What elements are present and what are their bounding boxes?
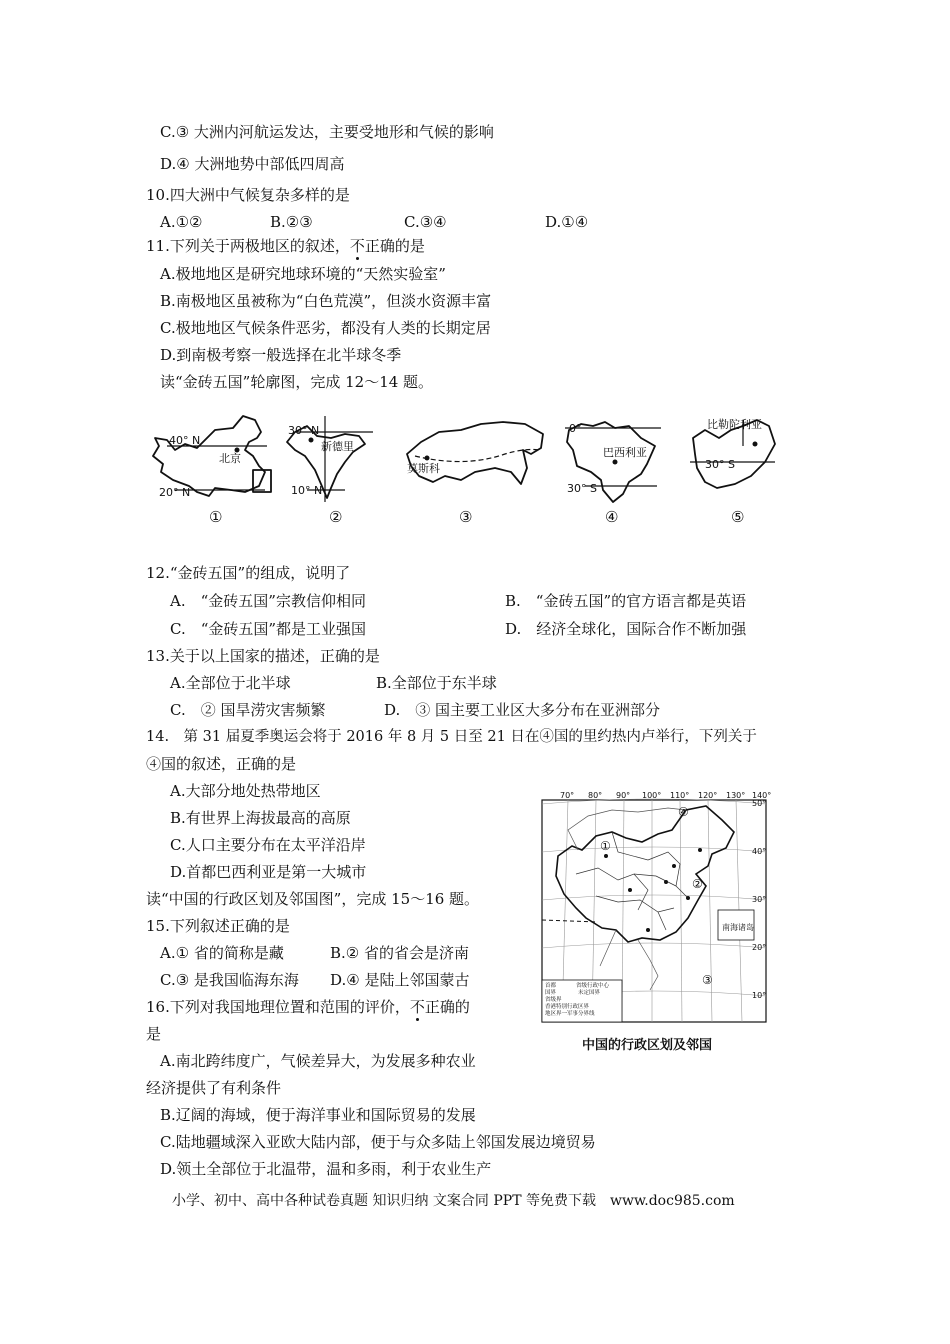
reading-prompt-brics: 读“金砖五国”轮廓图，完成 12～14 题。	[160, 373, 434, 391]
q11-option-b: B.南极地区虽被称为“白色荒漠”，但淡水资源丰富	[160, 292, 492, 310]
map-number-5: ⑤	[731, 508, 745, 526]
lat-label-40: 40°	[752, 847, 767, 856]
q14-option-c: C.人口主要分布在太平洋沿岸	[170, 836, 366, 854]
q14-stem-line2: ④国的叙述，正确的是	[146, 755, 297, 773]
q13-stem: 13.关于以上国家的描述，正确的是	[146, 647, 380, 665]
q11-emphasis: 不	[349, 237, 365, 255]
q15-stem: 15.下列叙述正确的是	[146, 917, 290, 935]
page-footer: 小学、初中、高中各种试卷真题 知识归纳 文案合同 PPT 等免费下载 www.doc985.com	[172, 1193, 735, 1209]
lon-label-80: 80°	[588, 791, 603, 800]
brasilia-label: 巴西利亚	[603, 446, 647, 459]
q10-option-c: C.③④	[404, 213, 447, 231]
legend-undefined-border: 未定国界	[578, 990, 601, 996]
new-delhi-label: 新德里	[321, 440, 354, 453]
lon-label-90: 90°	[616, 791, 631, 800]
q16-option-a-line2: 经济提供了有利条件	[146, 1079, 282, 1097]
lon-label-140: 140°	[752, 791, 772, 800]
china-lat-20-label: 20° N	[159, 486, 191, 499]
q12-stem: 12.“金砖五国”的组成，说明了	[146, 564, 351, 582]
legend-capital: 首都	[545, 983, 557, 989]
q13-option-a: A.全部位于北半球	[170, 674, 291, 692]
map-marker-1: ①	[600, 839, 611, 853]
china-admin-map	[538, 790, 774, 1026]
south-china-sea-inset-label: 南海诸岛	[722, 923, 754, 932]
q11-stem-post: 正确的是	[364, 237, 425, 255]
map-number-4: ④	[605, 508, 619, 526]
q12-option-d: D. 经济全球化，国际合作不断加强	[505, 620, 747, 638]
china-map-caption: 中国的行政区划及邻国	[582, 1038, 713, 1053]
q16-stem-post: 正确的	[424, 998, 470, 1016]
q9-option-c: C.③ 大洲内河航运发达，主要受地形和气候的影响	[160, 123, 494, 141]
china-lat-40-label: 40° N	[169, 434, 201, 447]
q10-stem: 10.四大洲中气候复杂多样的是	[146, 186, 350, 204]
q14-stem-line1: 14. 第 31 届夏季奥运会将于 2016 年 8 月 5 日至 21 日在④国的里约热内卢举行，下列关于	[146, 729, 757, 745]
q16-stem	[146, 997, 470, 1017]
india-lat-10-label: 10° N	[291, 484, 323, 497]
q11-stem	[146, 236, 425, 256]
legend-military-line: 地区界一军事分界线	[545, 1011, 595, 1017]
q12-option-a: A. “金砖五国”宗教信仰相同	[170, 592, 366, 610]
q16-option-d: D.领土全部位于北温带，温和多雨，利于农业生产	[160, 1160, 492, 1178]
map-number-1: ①	[209, 508, 223, 526]
q16-emphasis: 不	[409, 998, 425, 1016]
q15-option-d: D.④ 是陆上邻国蒙古	[330, 971, 470, 989]
q16-stem-line2: 是	[146, 1025, 162, 1043]
q16-stem-pre: 16.下列对我国地理位置和范围的评价，	[146, 998, 410, 1016]
brics-outline-maps	[145, 410, 785, 530]
sa-lat-30s-label: 30° S	[705, 458, 735, 471]
q11-option-a: A.极地地区是研究地球环境的“天然实验室”	[160, 265, 446, 283]
q13-option-c: C. ② 国旱涝灾害频繁	[170, 701, 326, 719]
q15-option-a: A.① 省的简称是藏	[160, 944, 284, 962]
lon-label-70: 70°	[560, 791, 575, 800]
lon-label-110: 110°	[670, 791, 690, 800]
q9-option-d: D.④ 大洲地势中部低四周高	[160, 155, 345, 173]
lat-label-10: 10°	[752, 991, 767, 1000]
q14-option-d: D.首都巴西利亚是第一大城市	[170, 863, 367, 881]
lon-label-130: 130°	[726, 791, 746, 800]
lat-label-30: 30°	[752, 895, 767, 904]
brazil-lat-0-label: 0°	[569, 422, 582, 435]
q11-option-c: C.极地地区气候条件恶劣，都没有人类的长期定居	[160, 319, 491, 337]
q14-option-a: A.大部分地处热带地区	[170, 782, 321, 800]
q10-option-b: B.②③	[270, 213, 313, 231]
brazil-lat-30s-label: 30° S	[567, 482, 597, 495]
q13-option-d: D. ③ 国主要工业区大多分布在亚洲部分	[384, 701, 661, 719]
map-marker-4: ④	[678, 805, 689, 819]
q15-option-b: B.② 省的省会是济南	[330, 944, 470, 962]
q12-option-b: B. “金砖五国”的官方语言都是英语	[505, 592, 747, 610]
lat-label-50: 50°	[752, 799, 767, 808]
lon-label-100: 100°	[642, 791, 662, 800]
reading-prompt-china: 读“中国的行政区划及邻国图”，完成 15～16 题。	[146, 890, 480, 908]
q16-option-c: C.陆地疆域深入亚欧大陆内部，便于与众多陆上邻国发展边境贸易	[160, 1133, 596, 1151]
q13-option-b: B.全部位于东半球	[376, 674, 497, 692]
legend-national-border: 国界	[545, 990, 557, 996]
q10-option-d: D.①④	[545, 213, 589, 231]
map-number-2: ②	[329, 508, 343, 526]
legend-hk-sar-border: 香港特别行政区界	[545, 1004, 590, 1010]
lon-label-120: 120°	[698, 791, 718, 800]
q11-option-d: D.到南极考察一般选择在北半球冬季	[160, 346, 402, 364]
q16-option-b: B.辽阔的海域，便于海洋事业和国际贸易的发展	[160, 1106, 476, 1124]
pretoria-label: 比勒陀利亚	[707, 418, 762, 431]
map-marker-2: ②	[692, 877, 703, 891]
q10-option-a: A.①②	[160, 213, 203, 231]
india-lat-30-label: 30° N	[288, 424, 320, 437]
map-number-3: ③	[459, 508, 473, 526]
q16-option-a-line1: A.南北跨纬度广，气候差异大，为发展多种农业	[160, 1052, 476, 1070]
moscow-label: 莫斯科	[407, 462, 440, 475]
china-outline	[153, 416, 265, 496]
q11-stem-pre: 11.下列关于两极地区的叙述，	[146, 237, 350, 255]
lat-label-20: 20°	[752, 943, 767, 952]
legend-provincial-capital: 省级行政中心	[576, 983, 610, 989]
map-marker-3: ③	[702, 973, 713, 987]
q15-option-c: C.③ 是我国临海东海	[160, 971, 299, 989]
q12-option-c: C. “金砖五国”都是工业强国	[170, 620, 367, 638]
legend-provincial-border: 省级界	[545, 997, 562, 1003]
q14-option-b: B.有世界上海拔最高的高原	[170, 809, 351, 827]
beijing-label: 北京	[219, 452, 241, 465]
